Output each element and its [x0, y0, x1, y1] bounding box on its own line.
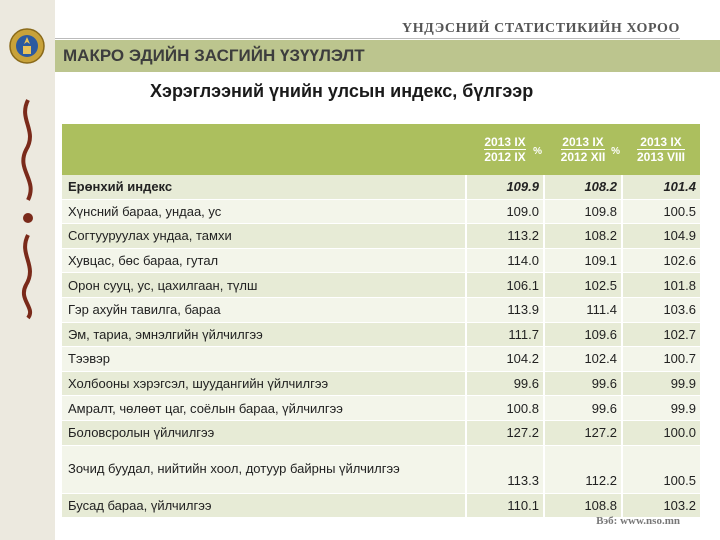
row-label: Бусад бараа, үйлчилгээ — [62, 493, 466, 518]
index-value: 113.2 — [466, 224, 544, 249]
index-value: 99.6 — [466, 371, 544, 396]
index-value: 103.2 — [622, 493, 700, 518]
mongolian-script-text — [8, 90, 48, 320]
row-label: Зочид буудал, нийтийн хоол, дотуур байрны үйлчилгээ — [62, 445, 466, 493]
index-value: 106.1 — [466, 273, 544, 298]
row-label: Согтууруулах ундаа, тамхи — [62, 224, 466, 249]
index-value: 108.2 — [544, 224, 622, 249]
cpi-table-container — [62, 124, 714, 518]
cpi-table — [62, 124, 714, 518]
index-value: 104.2 — [466, 347, 544, 372]
header-divider — [55, 38, 680, 39]
row-label: Хувцас, бөс бараа, гутал — [62, 248, 466, 273]
index-value: 100.5 — [622, 199, 700, 224]
row-label: Боловсролын үйлчилгээ — [62, 420, 466, 445]
percent-unit: % — [705, 146, 714, 157]
index-value: 100.0 — [622, 420, 700, 445]
index-value: 102.4 — [544, 347, 622, 372]
index-value: 109.8 — [544, 199, 622, 224]
index-value: 103.6 — [622, 297, 700, 322]
table-row — [62, 322, 700, 347]
table-header-blank — [62, 124, 466, 175]
percent-unit: % — [533, 146, 542, 157]
row-label: Гэр ахуйн тавилга, бараа — [62, 297, 466, 322]
index-value: 104.9 — [622, 224, 700, 249]
index-value: 99.6 — [544, 371, 622, 396]
row-label: Хүнсний бараа, ундаа, ус — [62, 199, 466, 224]
table-row — [62, 248, 700, 273]
column-header: 2013 IX 2012 XII % — [544, 124, 622, 175]
index-value: 109.1 — [544, 248, 622, 273]
table-row — [62, 297, 700, 322]
table-row — [62, 273, 700, 298]
title-banner — [55, 40, 720, 72]
row-label: Холбооны хэрэгсэл, шуудангийн үйлчилгээ — [62, 371, 466, 396]
index-value: 102.7 — [622, 322, 700, 347]
index-value: 113.3 — [466, 445, 544, 493]
index-value: 99.6 — [544, 396, 622, 421]
index-value: 110.1 — [466, 493, 544, 518]
organization-name: ҮНДЭСНИЙ СТАТИСТИКИЙН ХОРОО — [401, 21, 680, 36]
index-value: 111.4 — [544, 297, 622, 322]
row-label: Орон сууц, ус, цахилгаан, түлш — [62, 273, 466, 298]
table-row — [62, 224, 700, 249]
index-value: 127.2 — [466, 420, 544, 445]
row-label: Тээвэр — [62, 347, 466, 372]
index-value: 112.2 — [544, 445, 622, 493]
banner-title: МАКРО ЭДИЙН ЗАСГИЙН ҮЗҮҮЛЭЛТ — [63, 46, 365, 65]
row-label: Амралт, чөлөөт цаг, соёлын бараа, үйлчилгээ — [62, 396, 466, 421]
index-value: 102.5 — [544, 273, 622, 298]
table-row — [62, 396, 700, 421]
index-value: 99.9 — [622, 396, 700, 421]
index-value: 100.5 — [622, 445, 700, 493]
table-row — [62, 347, 700, 372]
table-row — [62, 420, 700, 445]
index-value: 100.7 — [622, 347, 700, 372]
index-value: 114.0 — [466, 248, 544, 273]
index-value: 100.8 — [466, 396, 544, 421]
index-value: 108.2 — [544, 175, 622, 199]
percent-unit: % — [611, 146, 620, 157]
table-row — [62, 371, 700, 396]
index-value: 109.0 — [466, 199, 544, 224]
index-value: 111.7 — [466, 322, 544, 347]
index-value: 101.8 — [622, 273, 700, 298]
column-header: 2013 IX 2013 VIII % — [622, 124, 700, 175]
sidebar — [0, 0, 55, 540]
index-value: 101.4 — [622, 175, 700, 199]
index-value: 102.6 — [622, 248, 700, 273]
index-value: 109.9 — [466, 175, 544, 199]
website-footer: Вэб: www.nso.mn — [596, 515, 680, 527]
state-emblem-icon — [8, 26, 46, 66]
page-subtitle: Хэрэглээний үнийн улсын индекс, бүлгээр — [150, 81, 534, 101]
table-row — [62, 175, 700, 199]
table-row — [62, 493, 700, 518]
table-header-row — [62, 124, 700, 175]
table-row — [62, 445, 700, 493]
row-label: Эм, тариа, эмнэлгийн үйлчилгээ — [62, 322, 466, 347]
index-value: 109.6 — [544, 322, 622, 347]
row-label: Ерөнхий индекс — [62, 175, 466, 199]
index-value: 127.2 — [544, 420, 622, 445]
table-row — [62, 199, 700, 224]
index-value: 99.9 — [622, 371, 700, 396]
index-value: 108.8 — [544, 493, 622, 518]
index-value: 113.9 — [466, 297, 544, 322]
column-header: $\frac{2013 IX}{2012 IX}$ % — [466, 124, 544, 175]
